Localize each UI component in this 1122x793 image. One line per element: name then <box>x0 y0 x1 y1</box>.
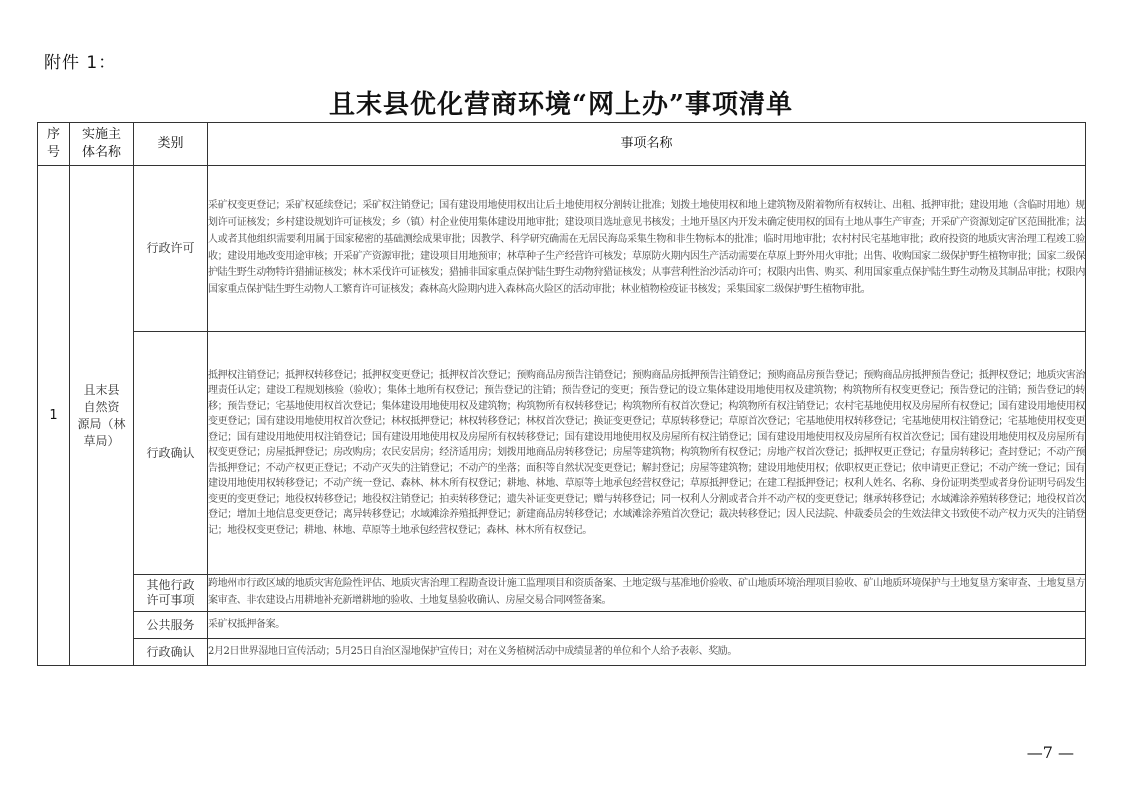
header-seq <box>38 123 70 166</box>
table-header-row <box>38 123 1086 166</box>
header-seq-line2: 号 <box>46 145 60 160</box>
page-number: —7 — <box>1026 743 1074 762</box>
category-cell: 行政确认 <box>134 639 208 666</box>
attachment-label: 附件 1： <box>44 53 117 73</box>
table-row <box>38 575 1086 612</box>
header-seq-line1: 序 <box>46 127 60 142</box>
items-cell: 抵押权注销登记；抵押权转移登记；抵押权变更登记；抵押权首次登记；预购商品房预告注销登记；预购商品房抵押预告注销登记；预购商品房预告登记；预购商品房抵押预告登记；抵押权登记；地质灾害治理责任认定；建设工程规划核验（验收）；集体土地所有权登记；预告登记的注销；预告登记的变更；预告登记的设立集体建设用地使用权及建筑物；构筑物所有权变更登记；预告登记的注销；预告登记的转移；预告登记；宅基地使用权首次登记；集体建设用地使用权及建筑物；构筑物所有权转移登记；构筑物所有权首次登记；构筑物所有权注销登记；农村宅基地使用权及房屋所有权登记；国有建设用地使用权变更登记；国有建设用地使用权首次登记；林权抵押登记；林权转移登记；林权首次登记；换证变更登记；草原转移登记；草原首次登记；宅基地使用权转移登记；宅基地使用权注销登记；宅基地使用权变更登记；国有建设用地使用权注销登记；国有建设用地使用权及房屋所有权转移登记；国有建设用地使用权及房屋所有权注销登记；国有建设用地使用权及房屋所有权首次登记；国有建设用地使用权及房屋所有权变更登记；房屋抵押登记；房改购房；农民安居房；经济适用房；划拨用地商品房转移登记；房屋等建筑物；构筑物所有权登记；房地产权首次登记；抵押权更正登记；存量房转移记；查封登记；不动产预告抵押登记；不动产权更正登记；不动产灭失的注销登记；不动产的坐落；面积等自然状况变更登记；解封登记；房屋等建筑物；建设用地使用权；依职权更正登记；依申请更正登记；不动产统一登记；国有建设用地使用权转移登记；不动产统一登记、森林、林木所有权登记；耕地、林地、草原等土地承包经营权登记；草原抵押登记；在建工程抵押登记；权利人姓名、名称、身份证明类型或者身份证明号码发生变更的变更登记；地役权转移登记；地役权注销登记；拍卖转移登记；遗失补证变更登记；赠与转移登记；同一权利人分割或者合并不动产权的变更登记；继承转移登记；水域滩涂养殖转移登记；地役权首次登记；增加土地信息变更登记；离异转移登记；水域滩涂养殖抵押登记；新建商品房转移登记；水域滩涂养殖首次登记；裁决转移登记；因人民法院、仲裁委员会的生效法律文书致使不动产权力灭失的注销登记；地役权变更登记；耕地、林地、草原等土地承包经营权登记；森林、林木所有权登记。 <box>208 332 1086 575</box>
table-row <box>38 166 1086 332</box>
category-cell: 公共服务 <box>134 612 208 639</box>
table-row <box>38 639 1086 666</box>
org-line: 源局（林 <box>77 416 126 431</box>
category-line: 其他行政 <box>146 578 195 592</box>
items-cell: 采矿权抵押备案。 <box>208 612 1086 639</box>
org-cell <box>70 166 134 666</box>
category-cell <box>134 575 208 612</box>
items-table <box>37 122 1086 666</box>
table-row <box>38 332 1086 575</box>
table-row <box>38 612 1086 639</box>
header-items: 事项名称 <box>208 123 1086 166</box>
org-line: 且末县 <box>83 382 120 397</box>
org-line: 草局） <box>83 433 120 448</box>
page-title: 且末县优化营商环境“网上办”事项清单 <box>329 90 793 120</box>
header-category: 类别 <box>134 123 208 166</box>
category-line: 许可事项 <box>146 593 195 607</box>
header-org-line2: 体名称 <box>81 145 121 160</box>
seq-cell: 1 <box>38 166 70 666</box>
items-cell: 2月2日世界湿地日宣传活动；5月25日自治区湿地保护宣传日；对在义务植树活动中成绩显著的单位和个人给予表彰、奖励。 <box>208 639 1086 666</box>
items-cell: 跨地州市行政区域的地质灾害危险性评估、地质灾害治理工程勘查设计施工监理项目和资质备案、土地定级与基准地价验收、矿山地质环境治理项目验收、矿山地质环境保护与土地复垦方案审查、土地复垦方案审查、非农建设占用耕地补充新增耕地的验收、土地复垦验收确认、房屋交易合同网签备案。 <box>208 575 1086 612</box>
header-org <box>70 123 134 166</box>
category-cell: 行政确认 <box>134 332 208 575</box>
items-cell: 采矿权变更登记；采矿权延续登记；采矿权注销登记；国有建设用地使用权出让后土地使用权分割转让批准；划拨土地使用权和地上建筑物及附着物所有权转让、出租、抵押审批；建设用地（含临时用地）规划许可证核发；乡村建设规划许可证核发；乡（镇）村企业使用集体建设用地审批；建设项目选址意见书核发；土地开垦区内开发未确定使用权的国有土地从事生产审查；开采矿产资源划定矿区范围批准；法人或者其他组织需要利用属于国家秘密的基础测绘成果审批；因教学、科学研究确需在无居民海岛采集生物和非生物标本的批准；临时用地审批；农村村民宅基地审批；政府投资的地质灾害治理工程竣工验收；建设用地改变用途审核；开采矿产资源审批；建设项目用地预审；林草种子生产经营许可核发；草原防火期内因生产活动需要在草原上野外用火审批；出售、收购国家二级保护野生植物审批；国家二级保护陆生野生动物特许猎捕证核发；林木采伐许可证核发；猎捕非国家重点保护陆生野生动物狩猎证核发；从事营利性治沙活动许可；权限内出售、购买、利用国家重点保护陆生野生动物及其制品审批；权限内国家重点保护陆生野生动物人工繁育许可证核发；森林高火险期内进入森林高火险区的活动审批；林业植物检疫证书核发；采集国家二级保护野生植物审批。 <box>208 166 1086 332</box>
category-cell: 行政许可 <box>134 166 208 332</box>
header-org-line1: 实施主 <box>81 127 121 142</box>
org-line: 自然资 <box>83 399 120 414</box>
